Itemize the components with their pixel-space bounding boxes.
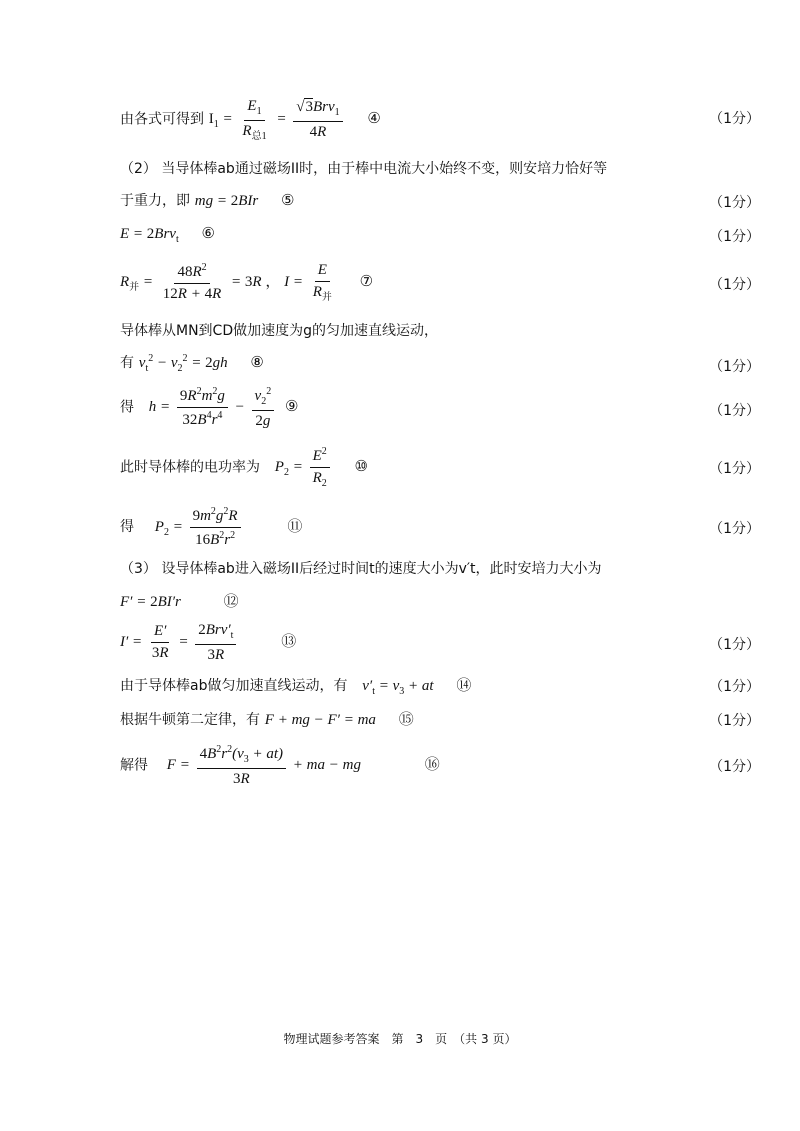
equation: $R_并$ = $\frac{48R^2}{12R + 4R}$ = 3R ， I = $\frac{E}{R_并}$	[120, 262, 332, 304]
answer-line-10	[120, 506, 760, 550]
score-label: （1分）	[709, 111, 760, 127]
equation-number: ⑪	[287, 517, 303, 536]
equation: $P_2$ = $\frac{E^2}{R_2}$	[275, 459, 337, 475]
equation: F = $\frac{4B^2r^2(v_3 + at)}{3R}$ + ma − mg	[166, 744, 365, 787]
equation-number: ⑮	[398, 710, 414, 728]
equation: F + mg − F′ = ma	[264, 712, 376, 728]
equation-number: ⑯	[424, 755, 440, 774]
score-label: （1分）	[709, 461, 760, 477]
equation: I′ = $\frac{E'}{3R}$ = $\frac{2Brv'_t}{3R}$	[120, 634, 243, 650]
line-text: 得	[120, 399, 134, 416]
line-text: 由各式可得到	[120, 111, 204, 128]
line-text: 根据牛顿第二定律，有	[120, 712, 260, 728]
equation: F′ = 2BI′r	[120, 594, 181, 610]
answer-line-9	[120, 446, 760, 490]
score-label: （1分）	[709, 759, 760, 775]
answer-line-13	[120, 622, 760, 666]
line-text: （2） 当导体棒ab通过磁场II时，由于棒中电流大小始终不变，则安培力恰好等	[120, 161, 608, 177]
score-label: （1分）	[709, 403, 760, 419]
score-label: （1分）	[709, 229, 760, 245]
answer-line-3	[120, 190, 760, 214]
score-label: （1分）	[709, 195, 760, 211]
line-text: 解得	[120, 757, 148, 774]
equation-number: ⑦	[359, 272, 374, 291]
answer-line-11	[120, 558, 760, 582]
equation: $I_1$ = $\frac{E_1}{R_{总1}}$ = $\frac{√3Brv_1}{4R}$	[209, 111, 350, 127]
page-footer: 物理试题参考答案 第 3 页 （共 3 页）	[283, 1032, 517, 1046]
equation-number: ⑫	[223, 592, 239, 610]
equation-number: ⑥	[201, 224, 215, 242]
answer-line-2	[120, 158, 760, 182]
line-text: 于重力，即	[120, 193, 190, 209]
equation-number: ⑭	[456, 676, 472, 694]
answer-line-8	[120, 386, 760, 434]
score-label: （1分）	[709, 359, 760, 375]
equation-number: ⑩	[354, 457, 368, 476]
score-label: （1分）	[709, 679, 760, 695]
equation-number: ⑧	[250, 353, 264, 371]
line-text: （3） 设导体棒ab进入磁场II后经过时间t的速度大小为v′t，此时安培力大小为	[120, 561, 602, 577]
line-text: 有	[120, 355, 134, 371]
answer-line-15	[120, 708, 760, 732]
equation: h = $\frac{9R^2m^2g}{32B^4r^4}$ − $\frac{v_2^2}{2g}$	[149, 399, 281, 415]
equation: $v'_t = v_3$ + at	[362, 678, 434, 697]
equation: mg = 2BIr	[194, 193, 259, 209]
equation-number: ⑬	[281, 632, 297, 651]
equation-number: ⑤	[281, 191, 295, 209]
line-text: 由于导体棒ab做匀加速直线运动，有	[120, 678, 348, 694]
answer-line-1	[120, 98, 760, 142]
equation: E = 2Brv$_t$	[120, 226, 179, 245]
line-text: 导体棒从MN到CD做加速度为g的匀加速直线运动，	[120, 323, 438, 339]
equation-number: ④	[367, 109, 381, 128]
equation: $P_2$ = $\frac{9m^2g^2R}{16B^2r^2}$	[155, 519, 248, 535]
score-label: （1分）	[709, 277, 760, 293]
score-label: （1分）	[709, 637, 760, 653]
equation-number: ⑨	[284, 397, 299, 416]
line-text: 此时导体棒的电功率为	[120, 459, 260, 476]
answer-line-16	[120, 744, 760, 788]
score-label: （1分）	[709, 713, 760, 729]
answer-line-5	[120, 262, 760, 306]
answer-line-4	[120, 224, 760, 248]
answer-line-7	[120, 352, 760, 380]
equation: $v_t^2 - v_2^2 = 2gh$	[138, 353, 228, 374]
line-text: 得	[120, 519, 134, 536]
answer-line-6	[120, 320, 760, 344]
answer-line-12	[120, 590, 760, 614]
score-label: （1分）	[709, 521, 760, 537]
answer-line-14	[120, 674, 760, 698]
